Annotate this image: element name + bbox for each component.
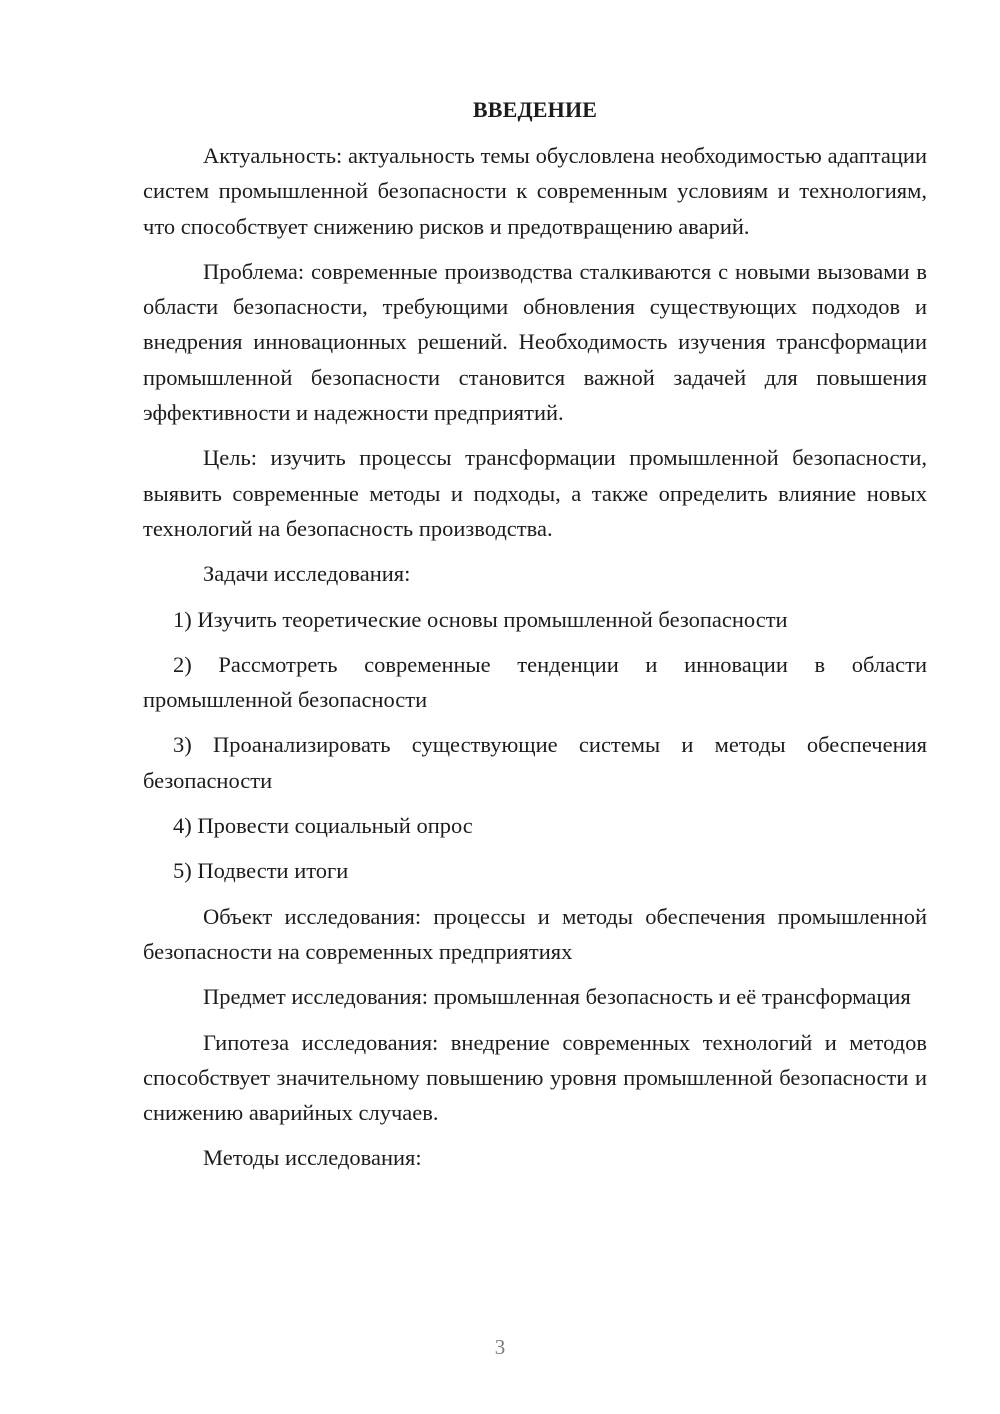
problem-paragraph: Проблема: современные производства сталкиваются с новыми вызовами в области безопасности, требующими обновления существующих подходов и внедрения инновационных решений. Необходимость изучения трансформации промышленной безопасности становится важной задачей для повышения эффективности и надежности предприятий. xyxy=(143,258,927,426)
hypothesis-paragraph: Гипотеза исследования: внедрение современных технологий и методов способствует значительному повышению уровня промышленной безопасности и снижению аварийных случаев. xyxy=(143,1029,927,1126)
task-item-3: 3) Проанализировать существующие системы и методы обеспечения безопасности xyxy=(143,732,927,793)
tasks-heading: Задачи исследования: xyxy=(203,561,411,587)
relevance-paragraph: Актуальность: актуальность темы обусловлена необходимостью адаптации систем промышленной безопасности к современным условиям и технологиям, что способствует снижению рисков и предотвращению аварий. xyxy=(143,143,927,239)
task-item-2: 2) Рассмотреть современные тенденции и инновации в области промышленной безопасности xyxy=(143,651,927,713)
methods-heading: Методы исследования: xyxy=(203,1145,422,1171)
task-item-1: 1) Изучить теоретические основы промышленной безопасности xyxy=(173,606,788,632)
subject-paragraph: Предмет исследования: промышленная безопасность и её трансформация xyxy=(203,984,911,1010)
task-item-4: 4) Провести социальный опрос xyxy=(173,813,473,839)
task-item-5: 5) Подвести итоги xyxy=(173,858,349,884)
page-content xyxy=(143,92,927,1186)
page-number: 3 xyxy=(494,1335,506,1359)
section-title: ВВЕДЕНИЕ xyxy=(472,97,598,122)
goal-paragraph: Цель: изучить процессы трансформации промышленной безопасности, выявить современные методы и подходы, а также определить влияние новых технологий на безопасность производства. xyxy=(143,445,927,541)
object-paragraph: Объект исследования: процессы и методы обеспечения промышленной безопасности на современных предприятиях xyxy=(143,903,927,964)
